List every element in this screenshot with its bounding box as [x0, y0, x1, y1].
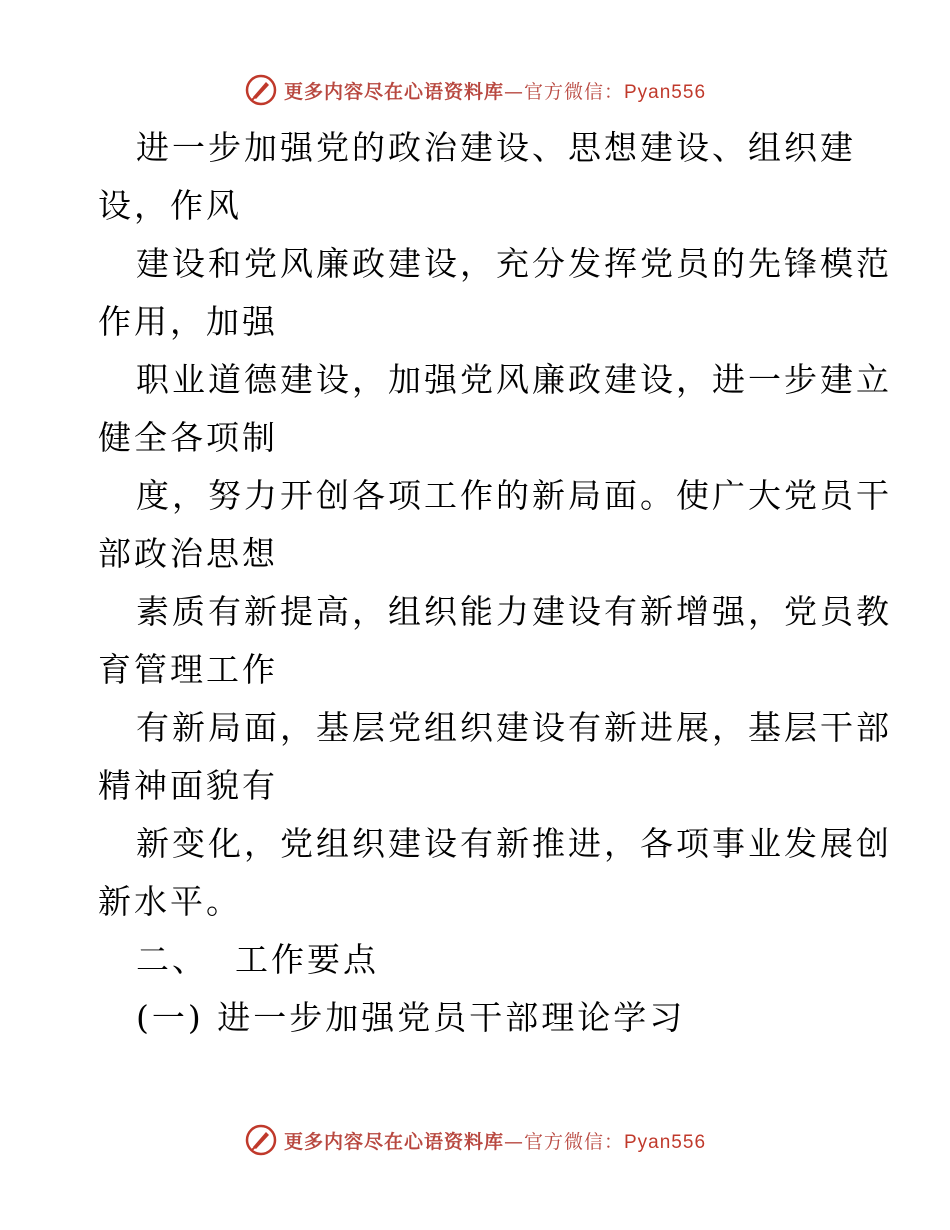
section-heading: 二、 工作要点 [136, 940, 379, 979]
document-line: 精神面貌有 [98, 766, 278, 805]
footer-banner-text [284, 1127, 706, 1154]
quill-logo-icon [244, 73, 278, 107]
document-line: 作用，加强 [98, 302, 278, 341]
document-line: 度，努力开创各项工作的新局面。使广大党员干 [136, 476, 892, 515]
document-body [98, 119, 892, 1047]
document-line: 设，作风 [98, 186, 242, 225]
document-line: 进一步加强党的政治建设、思想建设、组织建 [136, 128, 856, 167]
subsection-heading: (一) 进一步加强党员干部理论学习 [136, 998, 686, 1037]
header-banner-text [284, 77, 706, 104]
document-line: 健全各项制 [98, 418, 278, 457]
footer-site-text: 更多内容尽在心语资料库 [283, 1130, 504, 1153]
header-wechat-label: 官方微信： [523, 80, 624, 103]
header-wechat-id: Pyan556 [624, 81, 707, 103]
quill-logo-icon [244, 1123, 278, 1157]
footer-banner [0, 1120, 950, 1160]
document-line: 职业道德建设，加强党风廉政建设，进一步建立 [136, 360, 892, 399]
document-line: 新水平。 [98, 882, 242, 921]
document-line: 有新局面，基层党组织建设有新进展，基层干部 [136, 708, 892, 747]
footer-wechat-id: Pyan556 [624, 1131, 707, 1153]
document-line: 新变化，党组织建设有新推进，各项事业发展创 [136, 824, 892, 863]
footer-wechat-label: 官方微信： [523, 1130, 624, 1153]
header-banner [0, 70, 950, 110]
document-line: 素质有新提高，组织能力建设有新增强，党员教 [136, 592, 892, 631]
header-site-text: 更多内容尽在心语资料库 [283, 80, 504, 103]
footer-separator: — [503, 1130, 524, 1153]
document-line: 建设和党风廉政建设，充分发挥党员的先锋模范 [136, 244, 892, 283]
document-line: 部政治思想 [98, 534, 278, 573]
header-separator: — [503, 80, 524, 103]
document-line: 育管理工作 [98, 650, 278, 689]
